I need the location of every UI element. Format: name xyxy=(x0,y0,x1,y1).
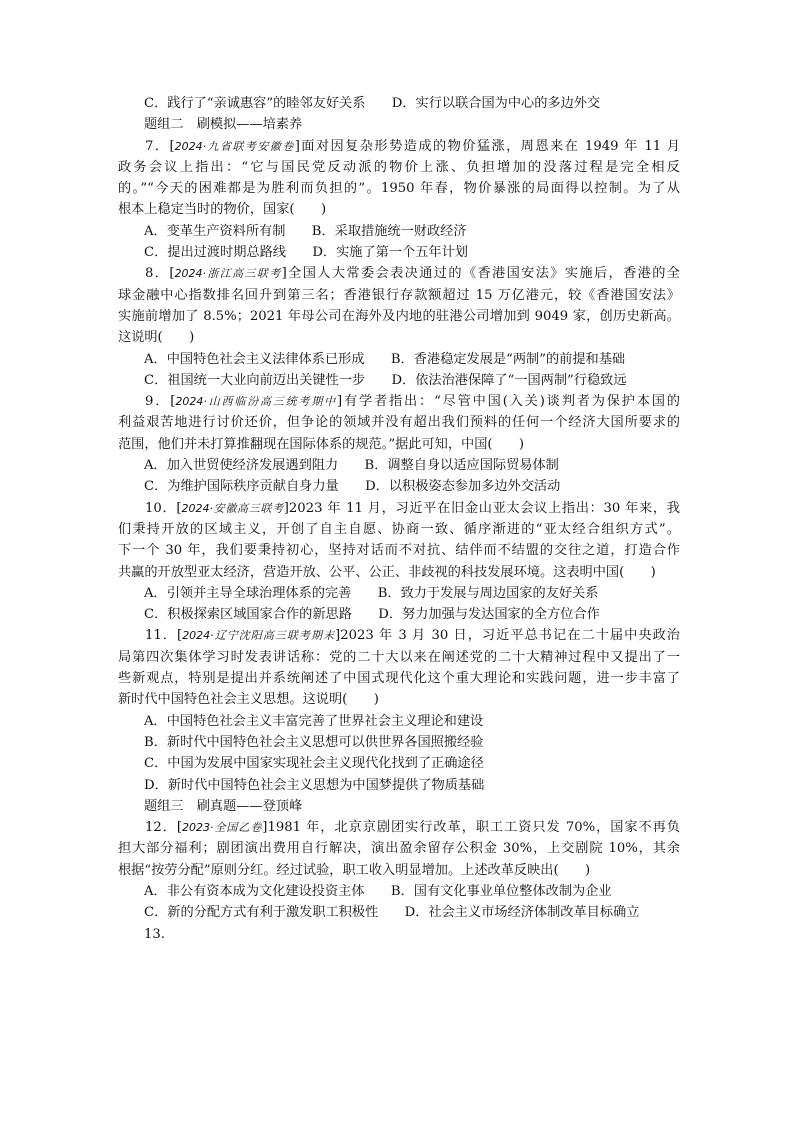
text-span: 10．[ xyxy=(145,500,182,516)
text-line xyxy=(118,285,680,306)
text-line xyxy=(118,498,680,519)
text-line xyxy=(118,199,680,220)
text-span: C．践行了“亲诚惠容”的睦邻友好关系 xyxy=(144,96,366,111)
text-line xyxy=(118,455,680,476)
question-source: 2024·九省联考安徽卷 xyxy=(174,139,295,153)
text-span: 13. xyxy=(144,926,165,942)
text-span: D．实行以联合国为中心的多边外交 xyxy=(365,96,601,111)
text-line xyxy=(118,817,680,838)
text-line xyxy=(118,838,680,859)
text-span: 下一个 30 年，我们要秉持初心，坚持对话而不对抗、结伴而不结盟的交往之道，打造合作 xyxy=(118,543,680,559)
text-line xyxy=(118,519,680,540)
text-line xyxy=(118,93,680,114)
text-span: 共赢的开放型亚太经济，营造开放、公平、公正、非歧视的科技发展环境。这表明中国( ) xyxy=(118,564,656,580)
text-line xyxy=(118,860,680,881)
text-line xyxy=(118,562,680,583)
text-span: ]2023 年 3 月 30 日，习近平总书记在二十届中央政治 xyxy=(335,628,680,644)
text-span: ]2023 年 11 月，习近平在旧金山亚太会议上指出：30 年来，我 xyxy=(283,500,680,516)
text-span: 范围，他们并未打算推翻现在国际体系的规范。”据此可知，中国( ) xyxy=(118,436,525,452)
text-span: ]有学者指出：“尽管中国(入关)谈判者为保护本国的 xyxy=(337,394,680,410)
text-span: C．新的分配方式有利于激发职工积极性 D．社会主义市场经济体制改革目标确立 xyxy=(144,905,640,921)
question-source: 2024·浙江高三联考 xyxy=(174,267,282,281)
question-source: 2024·安徽高三联考 xyxy=(181,501,284,515)
text-line xyxy=(118,540,680,561)
text-line xyxy=(118,242,680,263)
text-line xyxy=(118,711,680,732)
text-span: A．中国特色社会主义法律体系已形成 B．香港稳定发展是“两制”的前提和基础 xyxy=(144,351,626,367)
text-span: 题组三 刷真题——登顶峰 xyxy=(144,798,303,814)
text-line xyxy=(118,881,680,902)
text-line xyxy=(118,689,680,710)
text-span: 7．[ xyxy=(145,138,175,154)
text-line xyxy=(118,412,680,433)
text-span: D．新时代中国特色社会主义思想为中国梦提供了物质基础 xyxy=(144,777,485,793)
text-line xyxy=(118,476,680,497)
text-span: 的。”“今天的困难都是为胜利而负担的”。1950 年春，物价暴涨的局面得以控制。为了从 xyxy=(118,181,680,197)
text-span: 9．[ xyxy=(145,394,176,410)
text-line xyxy=(118,583,680,604)
text-span: 担大部分福利；剧团演出费用自行解决，演出盈余留存公积金 30%，上交剧院 10%，其余 xyxy=(118,841,680,857)
text-span: 球金融中心指数排名回升到第三名；香港银行存款额超过 15 万亿港元，较《香港国安法》 xyxy=(118,287,680,303)
text-line xyxy=(118,157,680,178)
text-line xyxy=(118,732,680,753)
text-line xyxy=(118,221,680,242)
text-line xyxy=(118,370,680,391)
text-line xyxy=(118,647,680,668)
text-span: ]全国人大常委会表决通过的《香港国安法》实施后，香港的全 xyxy=(281,266,680,282)
text-span: A．引领并主导全球治理体系的完善 B．致力于发展与周边国家的友好关系 xyxy=(144,585,599,601)
text-span: 些新观点，特别是提出并系统阐述了中国式现代化这个重大理论和实践问题，进一步丰富了 xyxy=(118,671,680,687)
text-span: 这说明( ) xyxy=(118,330,195,346)
text-span: 局第四次集体学习时发表讲话称：党的二十大以来在阐述党的二十大精神过程中又提出了一 xyxy=(118,649,680,665)
text-span: C．中国为发展中国家实现社会主义现代化找到了正确途径 xyxy=(144,756,484,772)
text-span: ]面对因复杂形势造成的物价猛涨，周恩来在 1949 年 11 月 xyxy=(294,138,680,154)
text-span: C．为维护国际秩序贡献自身力量 D．以积极姿态参加多边外交活动 xyxy=(144,479,561,495)
text-span: 题组二 刷模拟——培素养 xyxy=(144,117,303,133)
question-source: 2024·山西临汾高三统考期中 xyxy=(175,395,337,409)
question-source: 2023·全国乙卷 xyxy=(182,821,263,835)
text-span: 新时代中国特色社会主义思想。这说明( ) xyxy=(118,692,379,708)
text-line xyxy=(118,753,680,774)
text-span: 11．[ xyxy=(145,628,183,644)
exam-page xyxy=(118,93,680,945)
text-line xyxy=(118,434,680,455)
text-line xyxy=(118,114,680,135)
text-line xyxy=(118,178,680,199)
question-source: 2024·辽宁沈阳高三联考期末 xyxy=(182,629,336,643)
text-span: 根本上稳定当时的物价，国家( ) xyxy=(118,202,327,218)
text-span: 12．[ xyxy=(145,820,183,836)
text-line xyxy=(118,625,680,646)
text-line xyxy=(118,327,680,348)
text-span: C．祖国统一大业向前迈出关键性一步 D．依法治港保障了“一国两制”行稳致远 xyxy=(144,372,627,388)
text-span: C．提出过渡时期总路线 D．实施了第一个五年计划 xyxy=(144,245,468,261)
text-line xyxy=(118,668,680,689)
text-span: B．新时代中国特色社会主义思想可以供世界各国照搬经验 xyxy=(144,734,484,750)
text-line xyxy=(118,604,680,625)
text-span: 政务会议上指出：“它与国民党反动派的物价上涨、负担增加的没落过程是完全相反 xyxy=(118,159,680,175)
text-span: 利益艰苦地进行讨价还价，但争论的领域并没有超出我们预料的任何一个经济大国所要求的 xyxy=(118,415,680,431)
text-line xyxy=(118,775,680,796)
text-span: ]1981 年，北京京剧团实行改革，职工工资只发 70%，国家不再负 xyxy=(262,820,680,836)
text-line xyxy=(118,796,680,817)
text-line xyxy=(118,924,680,945)
text-span: 们秉持开放的区域主义，开创了自主自愿、协商一致、循序渐进的“亚太经合组织方式”。 xyxy=(118,521,680,537)
text-span: A．加入世贸使经济发展遇到阻力 B．调整自身以适应国际贸易体制 xyxy=(144,458,559,474)
text-span: A．中国特色社会主义丰富完善了世界社会主义理论和建设 xyxy=(144,713,484,729)
text-line xyxy=(118,391,680,412)
text-line xyxy=(118,902,680,923)
text-span: A．变革生产资料所有制 B．采取措施统一财政经济 xyxy=(144,223,467,239)
text-span: 根据“按劳分配”原则分红。经过试验，职工收入明显增加。上述改革反映出( ) xyxy=(118,862,591,878)
text-line xyxy=(118,306,680,327)
text-span: C．积极探索区域国家合作的新思路 D．努力加强与发达国家的全方位合作 xyxy=(144,607,600,623)
text-span: 8．[ xyxy=(145,266,175,282)
text-line xyxy=(118,349,680,370)
text-line xyxy=(118,136,680,157)
text-span: 实施前增加了 8.5%；2021 年母公司在海外及内地的驻港公司增加到 9049 家，创历史新高。 xyxy=(118,308,680,324)
text-span: A．非公有资本成为文化建设投资主体 B．国有文化事业单位整体改制为企业 xyxy=(144,883,612,899)
text-line xyxy=(118,263,680,284)
